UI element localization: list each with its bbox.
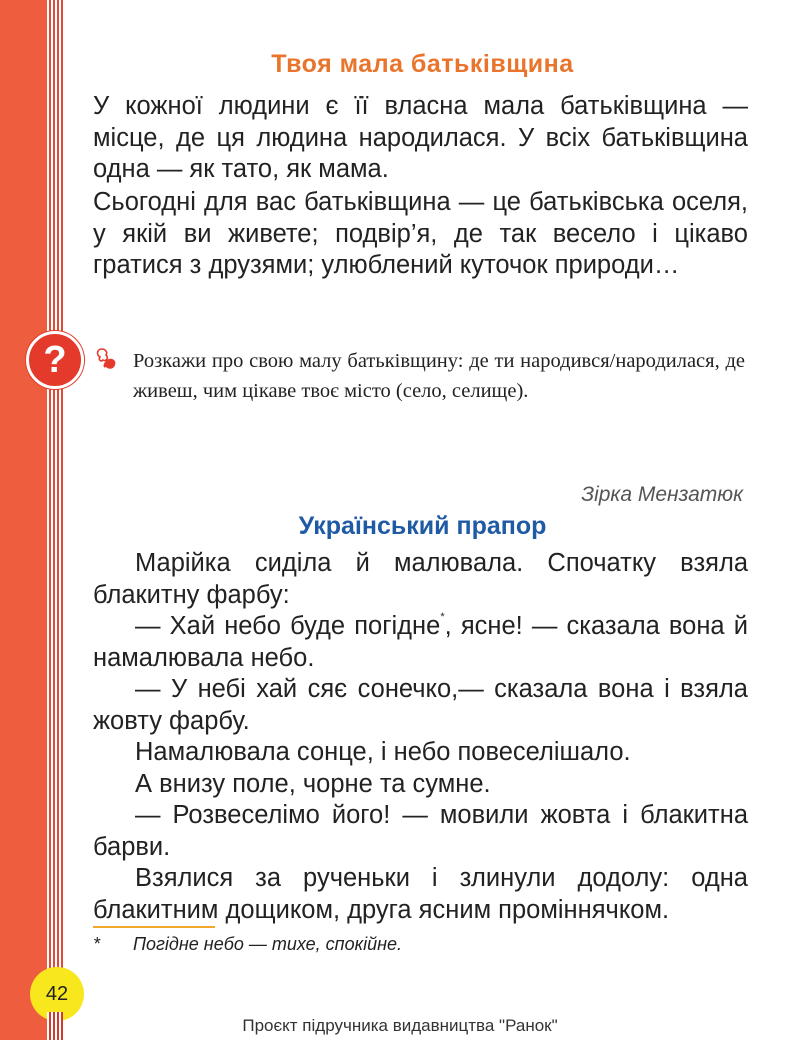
- paragraph-homeland-1: У кожної людини є її власна мала батьківщина — місце, де ця людина народилася. У всіх батьківщина одна — як тато, як мама.: [93, 92, 748, 183]
- story-paragraph: Намалювала сонце, і небо повеселішало.: [135, 738, 631, 766]
- story-paragraph: Марійка сиділа й малювала. Спочатку взяла блакитну фарбу:: [93, 549, 748, 609]
- story-paragraph: — Розвеселімо його! — мовили жовта і блакитна барви.: [93, 801, 748, 861]
- story-paragraph: А внизу поле, чорне та сумне.: [135, 769, 491, 798]
- publisher-note: Проєкт підручника видавництва "Ранок": [242, 1016, 558, 1035]
- section-title-small-homeland: Твоя мала батьківщина: [271, 50, 574, 78]
- footnote-text: Погідне небо — тихе, спокійне.: [133, 934, 403, 954]
- page-number: 42: [30, 967, 84, 1021]
- story-line-part: , ясне! — сказала вона й намалювала небо.: [93, 612, 748, 672]
- left-band-stripes: [47, 0, 63, 1040]
- footnote-marker: *: [440, 611, 445, 623]
- footnote: [93, 934, 748, 955]
- speech-bubble-icon: [93, 346, 119, 372]
- task-text: Розкажи про свою малу батьківщину: де ти народився/народилася, де живеш, чим цікаве твоє місто (село, селище).: [133, 350, 745, 402]
- footnote-marker-bottom: *: [93, 934, 101, 954]
- story-author: Зірка Мензатюк: [581, 483, 743, 506]
- paragraph-homeland-2: Сьогодні для вас батьківщина — це батьківська оселя, у якій ви живете; подвір’я, де так весело і цікаво гратися з друзями; улюблений куточок природи…: [93, 188, 748, 279]
- question-mark-icon: ?: [26, 331, 84, 389]
- story-title: Український прапор: [298, 512, 547, 540]
- story-paragraph: Взялися за рученьки і злинули додолу: одна блакитним дощиком, друга ясним проміннячком.: [93, 864, 748, 924]
- left-decorative-band: [0, 0, 47, 1040]
- story-text: [93, 548, 748, 926]
- story-line-part: — Хай небо буде погідне: [135, 612, 441, 640]
- story-paragraph: — У небі хай сяє сонечко,— сказала вона і взяла жовту фарбу.: [93, 675, 748, 735]
- footnote-divider: [93, 926, 215, 928]
- story-paragraph: [93, 611, 748, 674]
